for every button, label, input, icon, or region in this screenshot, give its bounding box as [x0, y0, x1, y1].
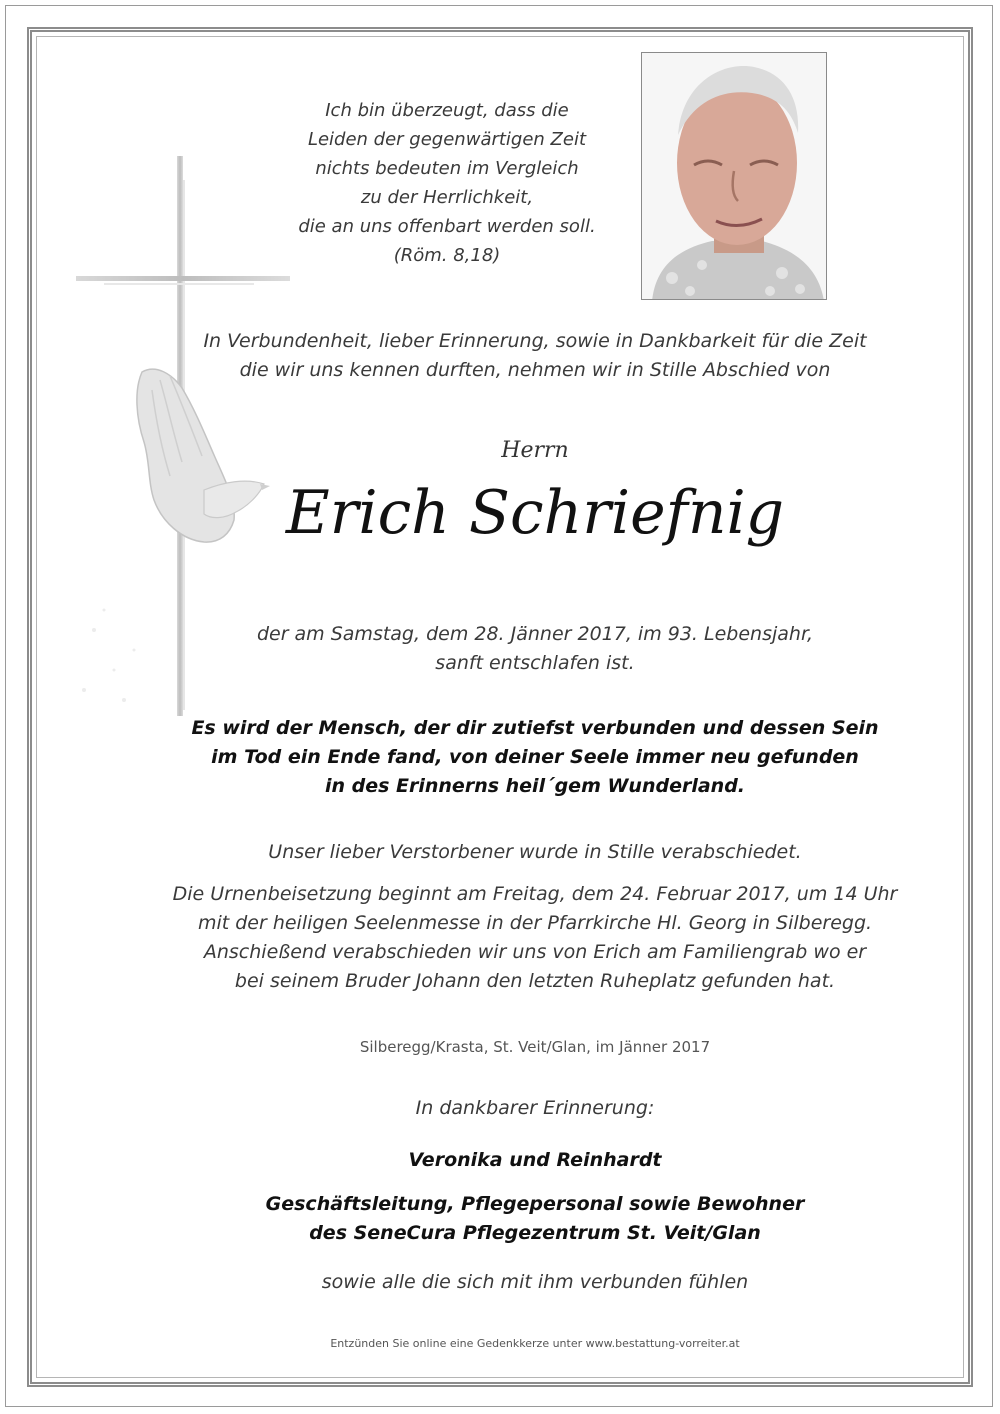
mourners-others: sowie alle die sich mit ihm verbunden fühlen: [321, 1271, 749, 1293]
intro-text: [150, 327, 920, 385]
grateful-heading: In dankbarer Erinnerung:: [415, 1097, 655, 1119]
poem-line: in des Erinnerns heil´gem Wunderland.: [324, 775, 746, 797]
burial-line: bei seinem Bruder Johann den letzten Ruheplatz gefunden hat.: [234, 970, 836, 992]
verse-line: Ich bin überzeugt, dass die: [325, 100, 569, 121]
mourners-family: Veronika und Reinhardt: [408, 1149, 662, 1171]
intro-line: In Verbundenheit, lieber Erinnerung, sowie in Dankbarkeit für die Zeit: [203, 330, 867, 352]
burial-line: Anschießend verabschieden wir uns von Erich am Familiengrab wo er: [203, 941, 867, 963]
bible-verse: [240, 96, 654, 270]
intro-line: die wir uns kennen durften, nehmen wir in Stille Abschied von: [239, 359, 831, 381]
death-line: sanft entschlafen ist.: [435, 652, 635, 674]
burial-line: Die Urnenbeisetzung beginnt am Freitag, dem 24. Februar 2017, um 14 Uhr: [172, 883, 898, 905]
poem-line: Es wird der Mensch, der dir zutiefst verbunden und dessen Sein: [191, 717, 879, 739]
portrait-photo: [641, 52, 827, 300]
staff-line: des SeneCura Pflegezentrum St. Veit/Glan: [309, 1222, 761, 1244]
mourners-staff: [180, 1190, 890, 1248]
deceased-name: Erich Schriefnig: [285, 478, 785, 548]
place-date: Silberegg/Krasta, St. Veit/Glan, im Jänner 2017: [359, 1038, 711, 1056]
poem-line: im Tod ein Ende fand, von deiner Seele immer neu gefunden: [211, 746, 859, 768]
death-line: der am Samstag, dem 28. Jänner 2017, im 93. Lebensjahr,: [256, 623, 814, 645]
verse-line: nichts bedeuten im Vergleich: [315, 158, 579, 179]
salutation: Herrn: [501, 438, 569, 463]
verse-line: Leiden der gegenwärtigen Zeit: [307, 129, 587, 150]
verse-reference: (Röm. 8,18): [393, 245, 501, 266]
poem: [150, 714, 920, 801]
verse-line: zu der Herrlichkeit,: [360, 187, 534, 208]
staff-line: Geschäftsleitung, Pflegepersonal sowie Bewohner: [265, 1193, 805, 1215]
burial-details: [120, 880, 950, 996]
footer-note: Entzünden Sie online eine Gedenkkerze unter www.bestattung-vorreiter.at: [330, 1337, 740, 1350]
death-notice: [180, 620, 890, 678]
portrait-image: [642, 53, 827, 300]
burial-line: mit der heiligen Seelenmesse in der Pfarrkirche Hl. Georg in Silberegg.: [197, 912, 873, 934]
verse-line: die an uns offenbart werden soll.: [298, 216, 596, 237]
farewell-text: Unser lieber Verstorbener wurde in Stille verabschiedet.: [268, 841, 802, 863]
